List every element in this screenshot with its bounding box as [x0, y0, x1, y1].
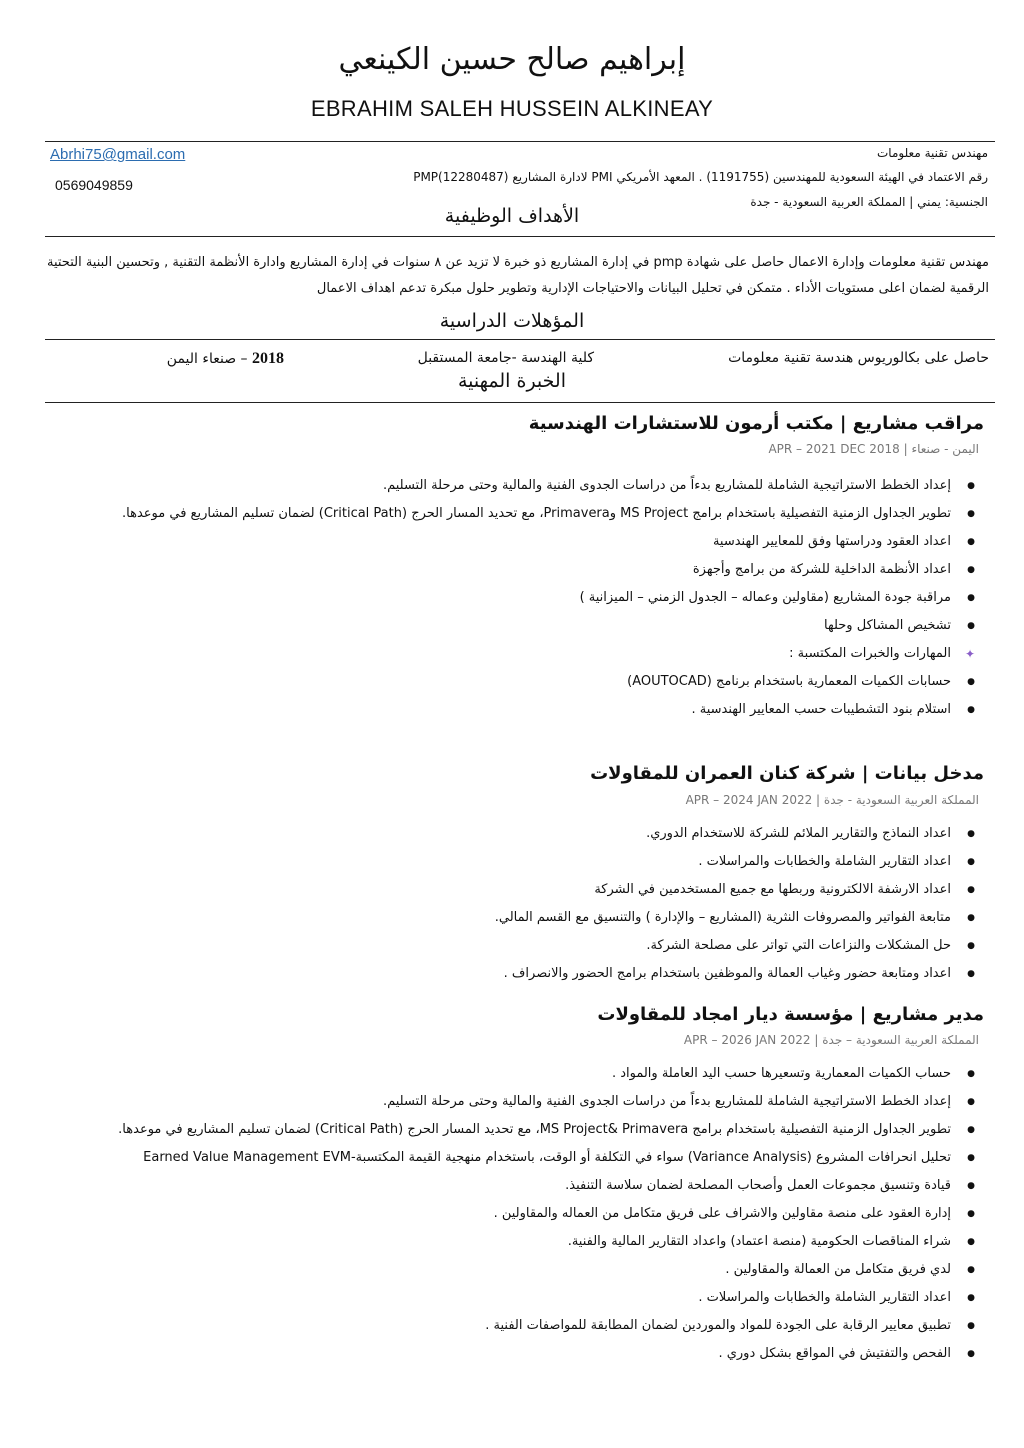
education-place: – صنعاء اليمن	[166, 351, 248, 367]
education-year: 2018	[252, 350, 284, 367]
list-item: ● إعداد الخطط الاستراتيجية الشاملة للمشاريع بدءاً من دراسات الجدوى الفنية والمالية وحتى مرحلة التسليم.	[44, 1088, 979, 1116]
list-item: ● إعداد الخطط الاستراتيجية الشاملة للمشاريع بدءاً من دراسات الجدوى الفنية والمالية وحتى مرحلة التسليم.	[44, 472, 979, 500]
section-divider	[45, 339, 995, 340]
list-item: ● اعداد ومتابعة حضور وغياب العمالة والموظفين باستخدام برامج الحضور والانصراف .	[44, 960, 979, 988]
name-english: EBRAHIM SALEH HUSSEIN ALKINEAY	[310, 96, 714, 121]
education-college: كلية الهندسة -جامعة المستقبل	[417, 350, 594, 366]
list-item: ● اعداد الارشفة الالكترونية وربطها مع جميع المستخدمين في الشركة	[44, 876, 979, 904]
job-meta-2: المملكة العربية السعودية - جدة | 2022 APR – 2024 JAN	[685, 793, 979, 807]
job-bullets-2	[44, 820, 979, 988]
list-item: ● إدارة العقود على منصة مقاولين والاشراف على فريق متكامل من العماله والمقاولين .	[44, 1200, 979, 1228]
phone-number: 0569049859	[55, 177, 133, 193]
job-title-1: مراقب مشاريع | مكتب أرمون للاستشارات الهندسية	[528, 413, 984, 434]
job-bullets-3	[44, 1060, 979, 1368]
job-bullets-1	[44, 472, 979, 724]
section-divider	[45, 236, 995, 237]
list-item: ● الفحص والتفتيش في المواقع بشكل دوري .	[44, 1340, 979, 1368]
header-divider	[45, 141, 995, 142]
list-item: ● تطوير الجداول الزمنية التفصيلية باستخدام برامج MS Project& Primavera، مع تحديد المسار الحرج (Critical Path) لضمان تسليم المشاريع في موعدها.	[44, 1116, 979, 1144]
list-item: ● اعداد العقود ودراستها وفق للمعايير الهندسية	[44, 528, 979, 556]
job-title: مهندس تقنية معلومات	[876, 146, 988, 160]
list-item: ● اعداد التقارير الشاملة والخطابات والمراسلات .	[44, 1284, 979, 1312]
job-title-2: مدخل بيانات | شركة كنان العمران للمقاولات	[590, 763, 984, 784]
job-meta-3: المملكة العربية السعودية – جدة | 2022 APR – 2026 JAN	[683, 1033, 979, 1047]
list-item: ● تحليل انحرافات المشروع (Variance Analysis) سواء في التكلفة أو الوقت، باستخدام منهجية القيمة المكتسبة-Earned Value Management EVM	[44, 1144, 979, 1172]
list-item: ● اعداد التقارير الشاملة والخطابات والمراسلات .	[44, 848, 979, 876]
nationality: الجنسية: يمني | المملكة العربية السعودية - جدة	[750, 195, 988, 209]
list-item: ● تطوير الجداول الزمنية التفصيلية باستخدام برامج MS Project وPrimavera، مع تحديد المسار الحرج (Critical Path) لضمان تسليم المشاريع في موعدها.	[44, 500, 979, 528]
section-divider	[45, 402, 995, 403]
job-meta-1: اليمن - صنعاء | 2018 APR – 2021 DEC	[768, 442, 979, 456]
list-item: ● قيادة وتنسيق مجموعات العمل وأصحاب المصلحة لضمان سلاسة التنفيذ.	[44, 1172, 979, 1200]
objectives-text: مهندس تقنية معلومات وإدارة الاعمال حاصل على شهادة pmp في إدارة المشاريع ذو خبرة لا تزيد عن ٨ سنوات في إدارة المشاريع وادارة الأنظمة التقنية , وتحسين البنية التحتية الرقمية لضمان اعلى مستويات الأداء . متمكن في تحليل البيانات والاحتياجات الإدارية وتطوير حلول مبكرة تدعم اهداف الاعمال	[46, 255, 989, 296]
education-heading: المؤهلات الدراسية	[439, 310, 585, 332]
education-year-place	[167, 350, 284, 368]
accreditation: رقم الاعتماد في الهيئة السعودية للمهندسين (1191755) . المعهد الأمريكي PMI لادارة المشاريع PMP(12280487)	[413, 170, 988, 184]
list-item: ● مراقبة جودة المشاريع (مقاولين وعماله – الجدول الزمني – الميزانية )	[44, 584, 979, 612]
list-item: ● شراء المناقصات الحكومية (منصة اعتماد) واعداد التقارير المالية والفنية.	[44, 1228, 979, 1256]
objectives-heading: الأهداف الوظيفية	[444, 205, 580, 227]
job-title-3: مدير مشاريع | مؤسسة ديار امجاد للمقاولات	[597, 1004, 984, 1025]
name-arabic: إبراهيم صالح حسين الكينعي	[338, 42, 686, 77]
list-item: ● تطبيق معايير الرقابة على الجودة للمواد والموردين لضمان المطابقة للمواصفات الفنية .	[44, 1312, 979, 1340]
list-item: ● تشخيص المشاكل وحلها	[44, 612, 979, 640]
list-item: ● اعداد النماذج والتقارير الملائم للشركة للاستخدام الدوري.	[44, 820, 979, 848]
list-item: ✦ المهارات والخبرات المكتسبة :	[44, 640, 979, 668]
education-degree: حاصل على بكالوريوس هندسة تقنية معلومات	[728, 350, 989, 366]
list-item: ● حسابات الكميات المعمارية باستخدام برنامج (AOUTOCAD)	[44, 668, 979, 696]
list-item: ● استلام بنود التشطيبات حسب المعايير الهندسية .	[44, 696, 979, 724]
experience-heading: الخبرة المهنية	[457, 370, 566, 392]
list-item: ● متابعة الفواتير والمصروفات النثرية (المشاريع – والإدارة ) والتنسيق مع القسم المالي.	[44, 904, 979, 932]
list-item: ● حساب الكميات المعمارية وتسعيرها حسب اليد العاملة والمواد .	[44, 1060, 979, 1088]
email-link[interactable]: Abrhi75@gmail.com	[50, 146, 186, 163]
list-item: ● حل المشكلات والنزاعات التي تواتر على مصلحة الشركة.	[44, 932, 979, 960]
list-item: ● لدي فريق متكامل من العمالة والمقاولين .	[44, 1256, 979, 1284]
list-item: ● اعداد الأنظمة الداخلية للشركة من برامج وأجهزة	[44, 556, 979, 584]
